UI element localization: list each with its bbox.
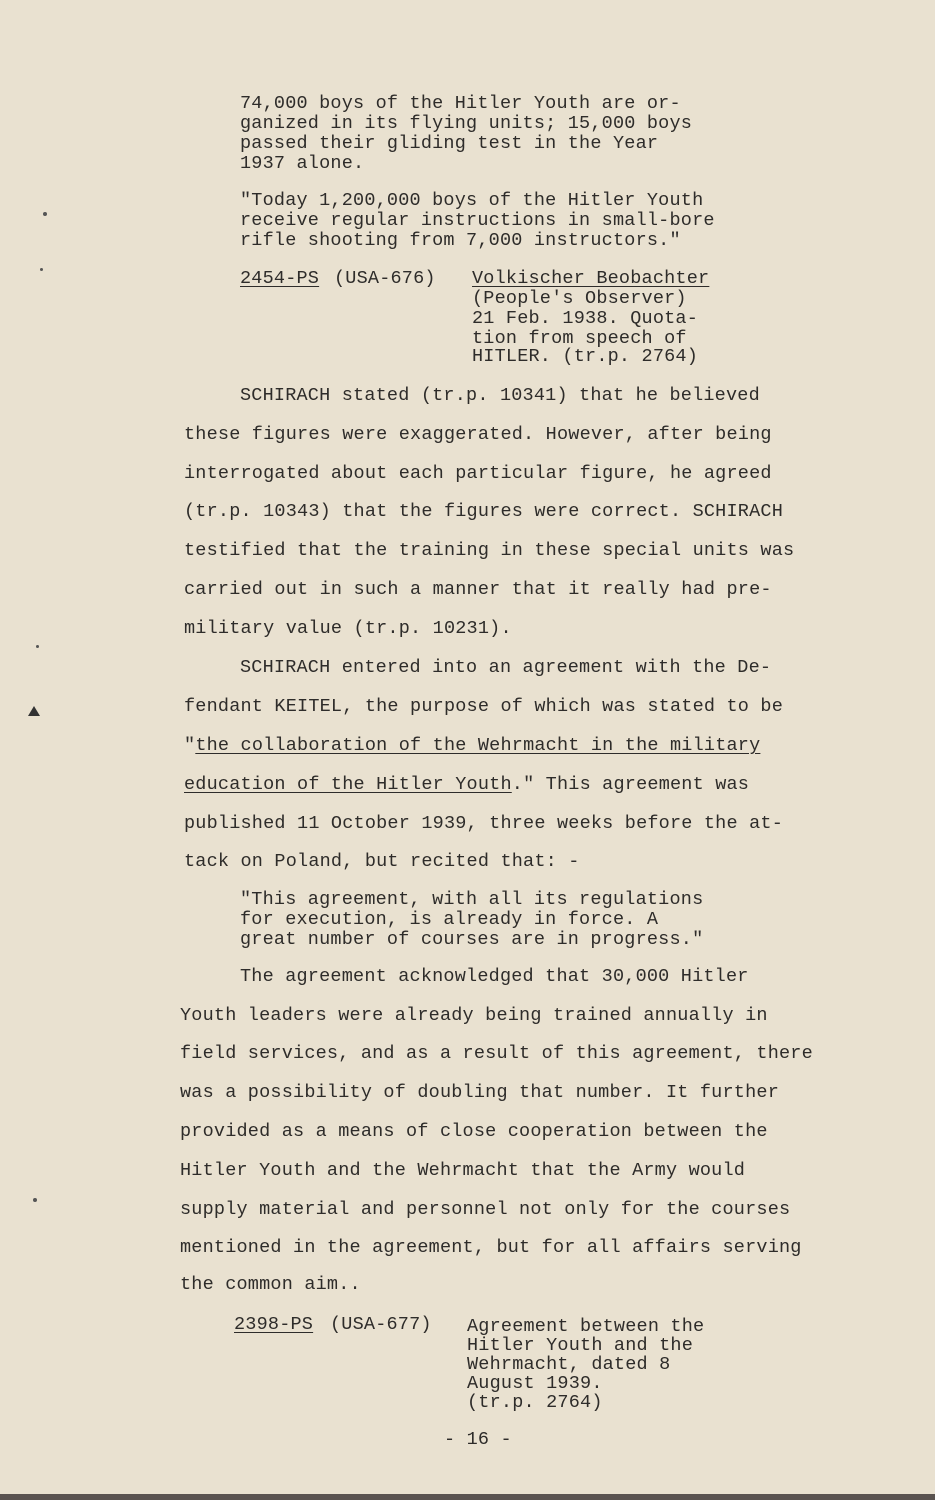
- quote2-line: rifle shooting from 7,000 instructors.": [240, 230, 681, 251]
- para1-line: SCHIRACH stated (tr.p. 10341) that he believed: [240, 385, 760, 406]
- quote1-line: ganized in its flying units; 15,000 boys: [240, 113, 693, 134]
- stray-mark: [28, 706, 40, 716]
- citation2-source-line: August 1939.: [467, 1373, 603, 1394]
- para3-line: mentioned in the agreement, but for all affairs serving: [180, 1237, 802, 1258]
- quote3-line: great number of courses are in progress.": [240, 929, 704, 950]
- para1-line: these figures were exaggerated. However, after being: [184, 424, 772, 445]
- para1-line: carried out in such a manner that it really had pre-: [184, 579, 772, 600]
- quote-mark: ": [184, 735, 196, 756]
- para3-line: provided as a means of close cooperation between the: [180, 1121, 768, 1142]
- quote1-line: passed their gliding test in the Year: [240, 133, 659, 154]
- para1-line: testified that the training in these special units was: [184, 540, 795, 561]
- stray-mark: [43, 212, 47, 216]
- para1-line: interrogated about each particular figure, he agreed: [184, 463, 772, 484]
- quote1-line: 74,000 boys of the Hitler Youth are or-: [240, 93, 681, 114]
- quote3-line: for execution, is already in force. A: [240, 909, 659, 930]
- para1-line: (tr.p. 10343) that the figures were correct. SCHIRACH: [184, 501, 783, 522]
- para2-line: published 11 October 1939, three weeks before the at-: [184, 813, 783, 834]
- page-bottom-edge: [0, 1494, 935, 1500]
- underlined-quote: the collaboration of the Wehrmacht in the military: [195, 735, 761, 756]
- citation1-source-line: HITLER. (tr.p. 2764): [472, 346, 699, 367]
- citation1-ref: 2454-PS: [240, 268, 320, 289]
- para2-line: [184, 736, 760, 756]
- para3-line: Youth leaders were already being trained annually in: [180, 1005, 768, 1026]
- citation2-ref: 2398-PS: [234, 1314, 314, 1335]
- para2-line-rest: ." This agreement was: [511, 774, 750, 795]
- para1-line: military value (tr.p. 10231).: [184, 618, 512, 639]
- para3-line: the common aim..: [180, 1274, 361, 1295]
- citation2-source-line: Agreement between the: [467, 1316, 705, 1337]
- quote2-line: receive regular instructions in small-bore: [240, 210, 715, 231]
- quote2-line: "Today 1,200,000 boys of the Hitler Youth: [240, 190, 704, 211]
- stray-mark: [40, 268, 43, 271]
- para3-line: Hitler Youth and the Wehrmacht that the Army would: [180, 1160, 746, 1181]
- para3-line: was a possibility of doubling that number. It further: [180, 1082, 779, 1103]
- citation2-source-line: Wehrmacht, dated 8: [467, 1354, 671, 1375]
- citation2-source-line: Hitler Youth and the: [467, 1335, 694, 1356]
- para2-line: [184, 775, 749, 795]
- para3-line: supply material and personnel not only for the courses: [180, 1199, 791, 1220]
- quote3-line: "This agreement, with all its regulations: [240, 889, 704, 910]
- citation1-source-line: (People's Observer): [472, 288, 687, 309]
- page-number: - 16 -: [444, 1429, 512, 1450]
- citation2-usa: (USA-677): [330, 1314, 432, 1335]
- para2-line: fendant KEITEL, the purpose of which was stated to be: [184, 696, 783, 717]
- citation1-source-line: 21 Feb. 1938. Quota-: [472, 308, 699, 329]
- citation2-source-line: (tr.p. 2764): [467, 1392, 603, 1413]
- stray-mark: [36, 645, 39, 648]
- quote1-line: 1937 alone.: [240, 153, 365, 174]
- stray-mark: [33, 1198, 37, 1202]
- citation1-source-line: tion from speech of: [472, 328, 687, 349]
- para2-line: tack on Poland, but recited that: -: [184, 851, 580, 872]
- para2-line: SCHIRACH entered into an agreement with the De-: [240, 657, 772, 678]
- citation1-usa: (USA-676): [334, 268, 436, 289]
- citation1-source-title: Volkischer Beobachter: [472, 268, 710, 289]
- underlined-quote: education of the Hitler Youth: [184, 774, 512, 795]
- para3-line: The agreement acknowledged that 30,000 Hitler: [240, 966, 749, 987]
- para3-line: field services, and as a result of this agreement, there: [180, 1043, 813, 1064]
